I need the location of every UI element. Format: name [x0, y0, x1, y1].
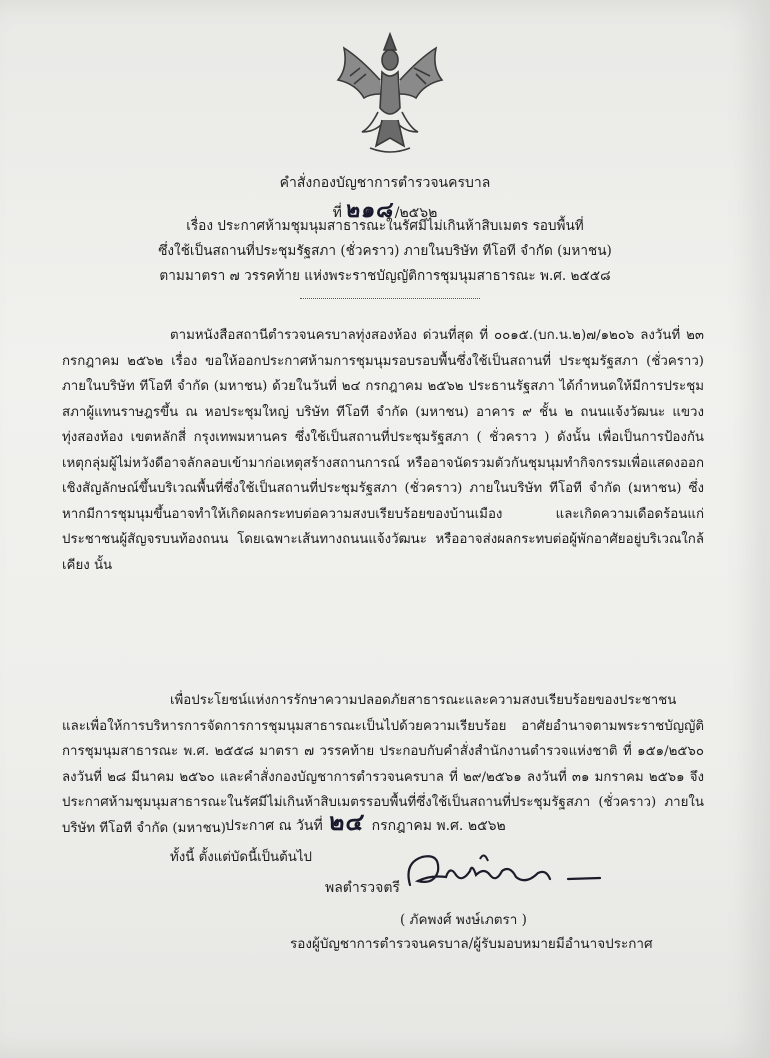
- signature-mark: [400, 845, 610, 905]
- announce-day-handwritten: ๒๔: [327, 808, 367, 836]
- paragraph-3-text: ทั้งนี้ ตั้งแต่บัดนี้เป็นต้นไป: [170, 850, 312, 865]
- subject-line-1: เรื่อง ประกาศห้ามชุมนุมสาธารณะในรัศมีไม่เกินห้าสิบเมตร รอบพื้นที่: [186, 218, 584, 234]
- dotted-separator: [300, 298, 480, 299]
- announce-suffix: กรกฎาคม พ.ศ. ๒๕๖๒: [371, 818, 506, 834]
- announce-prefix: ประกาศ ณ วันที่: [225, 818, 323, 834]
- announcement-date: [225, 802, 506, 841]
- subject-block: [0, 214, 770, 289]
- number-prefix: ที่: [332, 205, 342, 221]
- signer-position: รองผู้บัญชาการตำรวจนครบาล/ผู้รับมอบหมายมีอำนาจประกาศ: [290, 936, 653, 952]
- number-suffix: /๒๕๖๒: [394, 205, 438, 221]
- subject-line-2: ซึ่งใช้เป็นสถานที่ประชุมรัฐสภา (ชั่วคราว) ภายในบริษัท ทีโอที จำกัด (มหาชน): [158, 243, 612, 259]
- body-paragraph-1: [62, 323, 704, 578]
- issuer-heading: คำสั่งกองบัญชาการตำรวจนครบาล: [279, 175, 491, 191]
- subject-line-3: ตามมาตรา ๗ วรรคท้าย แห่งพระราชบัญญัติการชุมนุมสาธารณะ พ.ศ. ๒๕๕๘: [159, 268, 611, 284]
- number-handwritten: ๒๑๘: [344, 198, 396, 223]
- garuda-emblem-icon: [330, 28, 450, 158]
- signer-name: ( ภัคพงศ์ พงษ์เภตรา ): [400, 912, 527, 928]
- paragraph-2-text: เพื่อประโยชน์แห่งการรักษาความปลอดภัยสาธารณะและความสงบเรียบร้อยของประชาชน และเพื่อให้การบริหารการจัดการการชุมนุมสาธารณะเป็นไปด้วยความเรียบร้อย อาศัยอำนาจตามพระราชบัญญัติการชุมนุมสาธารณะ พ.ศ. ๒๕๕๘ มาตรา ๗ วรรคท้าย ประกอบกับคำสั่งสำนักงานตำรวจแห่งชาติ ที่ ๑๕๑/๒๕๖๐ ลงวันที่ ๒๘ มีนาคม ๒๕๖๐ และคำสั่งกองบัญชาการตำรวจนครบาล ที่ ๒๙/๒๕๖๑ ลงวันที่ ๓๑ มกราคม ๒๕๖๑ จึงประกาศห้ามชุมนุมสาธารณะในรัศมีไม่เกินห้าสิบเมตรรอบพื้นที่ซึ่งใช้เป็นสถานที่ประชุมรัฐสภา (ชั่วคราว) ภายในบริษัท ทีโอที จำกัด (มหาชน): [62, 693, 704, 836]
- signer-rank: พลตำรวจตรี: [325, 880, 400, 896]
- paragraph-1-text: ตามหนังสือสถานีตำรวจนครบาลทุ่งสองห้อง ด่วนที่สุด ที่ ๐๐๑๕.(บก.น.๒)๗/๑๒๐๖ ลงวันที่ ๒๓ กรกฎาคม ๒๕๖๒ เรื่อง ขอให้ออกประกาศห้ามการชุมนุมรอบรอบพื้นซึ่งใช้เป็นสถานที่ ประชุมรัฐสภา (ชั่วคราว) ภายในบริษัท ทีโอที จำกัด (มหาชน) ด้วยในวันที่ ๒๔ กรกฎาคม ๒๕๖๒ ประธานรัฐสภา ได้กำหนดให้มีการประชุมสภาผู้แทนราษฎรขึ้น ณ หอประชุมใหญ่ บริษัท ทีโอที จำกัด (มหาชน) อาคาร ๙ ชั้น ๒ ถนนแจ้งวัฒนะ แขวงทุ่งสองห้อง เขตหลักสี่ กรุงเทพมหานคร ซึ่งใช้เป็นสถานที่ประชุมรัฐสภา ( ชั่วคราว ) ดังนั้น เพื่อเป็นการป้องกันเหตุกลุ่มผู้ไม่หวังดีอาจลักลอบเข้ามาก่อเหตุสร้างสถานการณ์ หรืออาจนัดรวมตัวกันชุมนุมทำกิจกรรมเพื่อแสดงออกเชิงสัญลักษณ์ขึ้นบริเวณพื้นที่ซึ่งใช้เป็นสถานที่ประชุมรัฐสภา (ชั่วคราว) ภายในบริษัท ทีโอที จำกัด (มหาชน) ซึ่งหากมีการชุมนุมขึ้นอาจทำให้เกิดผลกระทบต่อความสงบเรียบร้อยของบ้านเมือง และเกิดความเดือดร้อนแก่ประชาชนผู้สัญจรบนท้องถนน โดยเฉพาะเส้นทางถนนแจ้งวัฒนะ หรืออาจส่งผลกระทบต่อผู้พักอาศัยอยู่บริเวณใกล้เคียง นั้น: [62, 328, 704, 573]
